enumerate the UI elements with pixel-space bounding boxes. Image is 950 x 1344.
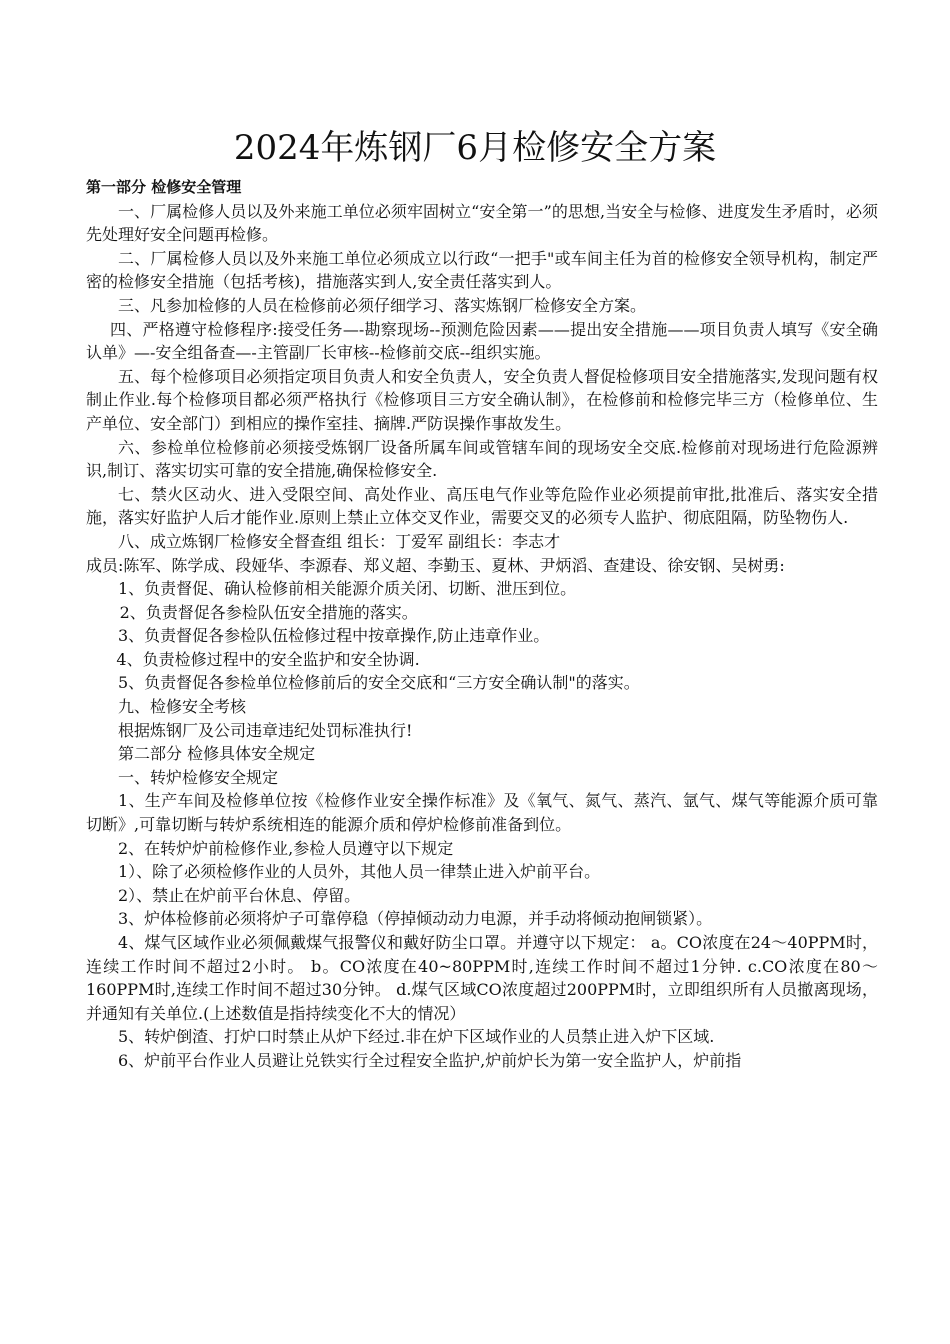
- duty-3: 3、负责督促各参检队伍检修过程中按章操作,防止违章作业。: [118, 626, 550, 646]
- rule-1-4: 4、煤气区域作业必须佩戴煤气报警仪和戴好防尘口罩。并遵守以下规定： a。CO浓度在24～40PPM时，连续工作时间不超过2小时。 b。CO浓度在40~80PPM时,连续工作时间不超过1分钟. c.CO浓度在80～160PPM时,连续工作时间不超过30分钟。 d.煤气区域CO浓度超过200PPM时，立即组织所有人员撤离现场，并通知有关单位.(上述数值是指持续变化不大的情况）: [86, 933, 878, 1023]
- paragraph-8: 八、成立炼钢厂检修安全督查组 组长：丁爱军 副组长：李志才: [118, 531, 561, 551]
- rule-1-5: 5、转炉倒渣、打炉口时禁止从炉下经过.非在炉下区域作业的人员禁止进入炉下区域.: [118, 1027, 715, 1047]
- duty-1: 1、负责督促、确认检修前相关能源介质关闭、切断、泄压到位。: [118, 579, 577, 599]
- paragraph-4: 四、严格遵守检修程序:接受任务—-勘察现场--预测危险因素——提出安全措施——项目负责人填写《安全确认单》—-安全组备查—-主管副厂长审核--检修前交底--组织实施。: [86, 319, 878, 363]
- paragraph-1: 一、厂属检修人员以及外来施工单位必须牢固树立“安全第一”的思想,当安全与检修、进度发生矛盾时，必须先处理好安全问题再检修。: [86, 201, 878, 245]
- part1-heading: 第一部分 检修安全管理: [86, 178, 242, 196]
- section-1-heading: 一、转炉检修安全规定: [118, 767, 279, 787]
- paragraph-7: 七、禁火区动火、进入受限空间、高处作业、高压电气作业等危险作业必须提前审批,批准后、落实安全措施，落实好监护人后才能作业.原则上禁止立体交叉作业，需要交叉的必须专人监护、彻底阻隔，防坠物伤人.: [86, 484, 878, 528]
- rule-1-2: 2、在转炉炉前检修作业,参检人员遵守以下规定: [118, 838, 454, 858]
- members-list: 成员:陈军、陈学成、段娅华、李源春、郑义超、李勤玉、夏林、尹炳滔、查建设、徐安钢、吴树勇:: [86, 555, 785, 575]
- part2-heading: 第二部分 检修具体安全规定: [118, 744, 316, 764]
- paragraph-9: 九、检修安全考核: [118, 697, 247, 717]
- duty-5: 5、负责督促各参检单位检修前后的安全交底和“三方安全确认制"的落实。: [118, 673, 640, 693]
- rule-1-6: 6、炉前平台作业人员避让兑铁实行全过程安全监护,炉前炉长为第一安全监护人，炉前指: [118, 1050, 742, 1070]
- paragraph-2: 二、厂属检修人员以及外来施工单位必须成立以行政“一把手"或车间主任为首的检修安全领导机构，制定严密的检修安全措施（包括考核)，措施落实到人,安全责任落实到人。: [86, 248, 878, 292]
- document-title: 2024年炼钢厂6月检修安全方案: [233, 128, 717, 168]
- rule-1-3: 3、炉体检修前必须将炉子可靠停稳（停掉倾动动力电源，并手动将倾动抱闸锁紧）。: [118, 909, 713, 929]
- rule-1-2a: 1）、除了必须检修作业的人员外，其他人员一律禁止进入炉前平台。: [118, 862, 601, 882]
- rule-1-2b: 2）、禁止在炉前平台休息、停留。: [118, 885, 361, 905]
- paragraph-9-detail: 根据炼钢厂及公司违章违纪处罚标准执行!: [118, 720, 413, 740]
- rule-1-1: 1、生产车间及检修单位按《检修作业安全操作标准》及《氧气、氮气、蒸汽、氩气、煤气等能源介质可靠切断》,可靠切断与转炉系统相连的能源介质和停炉检修前准备到位。: [86, 791, 878, 835]
- duty-4: 4、负责检修过程中的安全监护和安全协调.: [116, 649, 420, 669]
- duty-2: 2、负责督促各参检队伍安全措施的落实。: [119, 602, 418, 622]
- paragraph-6: 六、参检单位检修前必须接受炼钢厂设备所属车间或管辖车间的现场安全交底.检修前对现场进行危险源辨识,制订、落实切实可靠的安全措施,确保检修安全.: [86, 437, 878, 481]
- document-body: [86, 176, 878, 1073]
- paragraph-3: 三、凡参加检修的人员在检修前必须仔细学习、落实炼钢厂检修安全方案。: [118, 295, 647, 315]
- paragraph-5: 五、每个检修项目必须指定项目负责人和安全负责人，安全负责人督促检修项目安全措施落实,发现问题有权制止作业.每个检修项目都必须严格执行《检修项目三方安全确认制》，在检修前和检修完毕三方（检修单位、生产单位、安全部门）到相应的操作室挂、摘牌.严防误操作事故发生。: [86, 366, 878, 433]
